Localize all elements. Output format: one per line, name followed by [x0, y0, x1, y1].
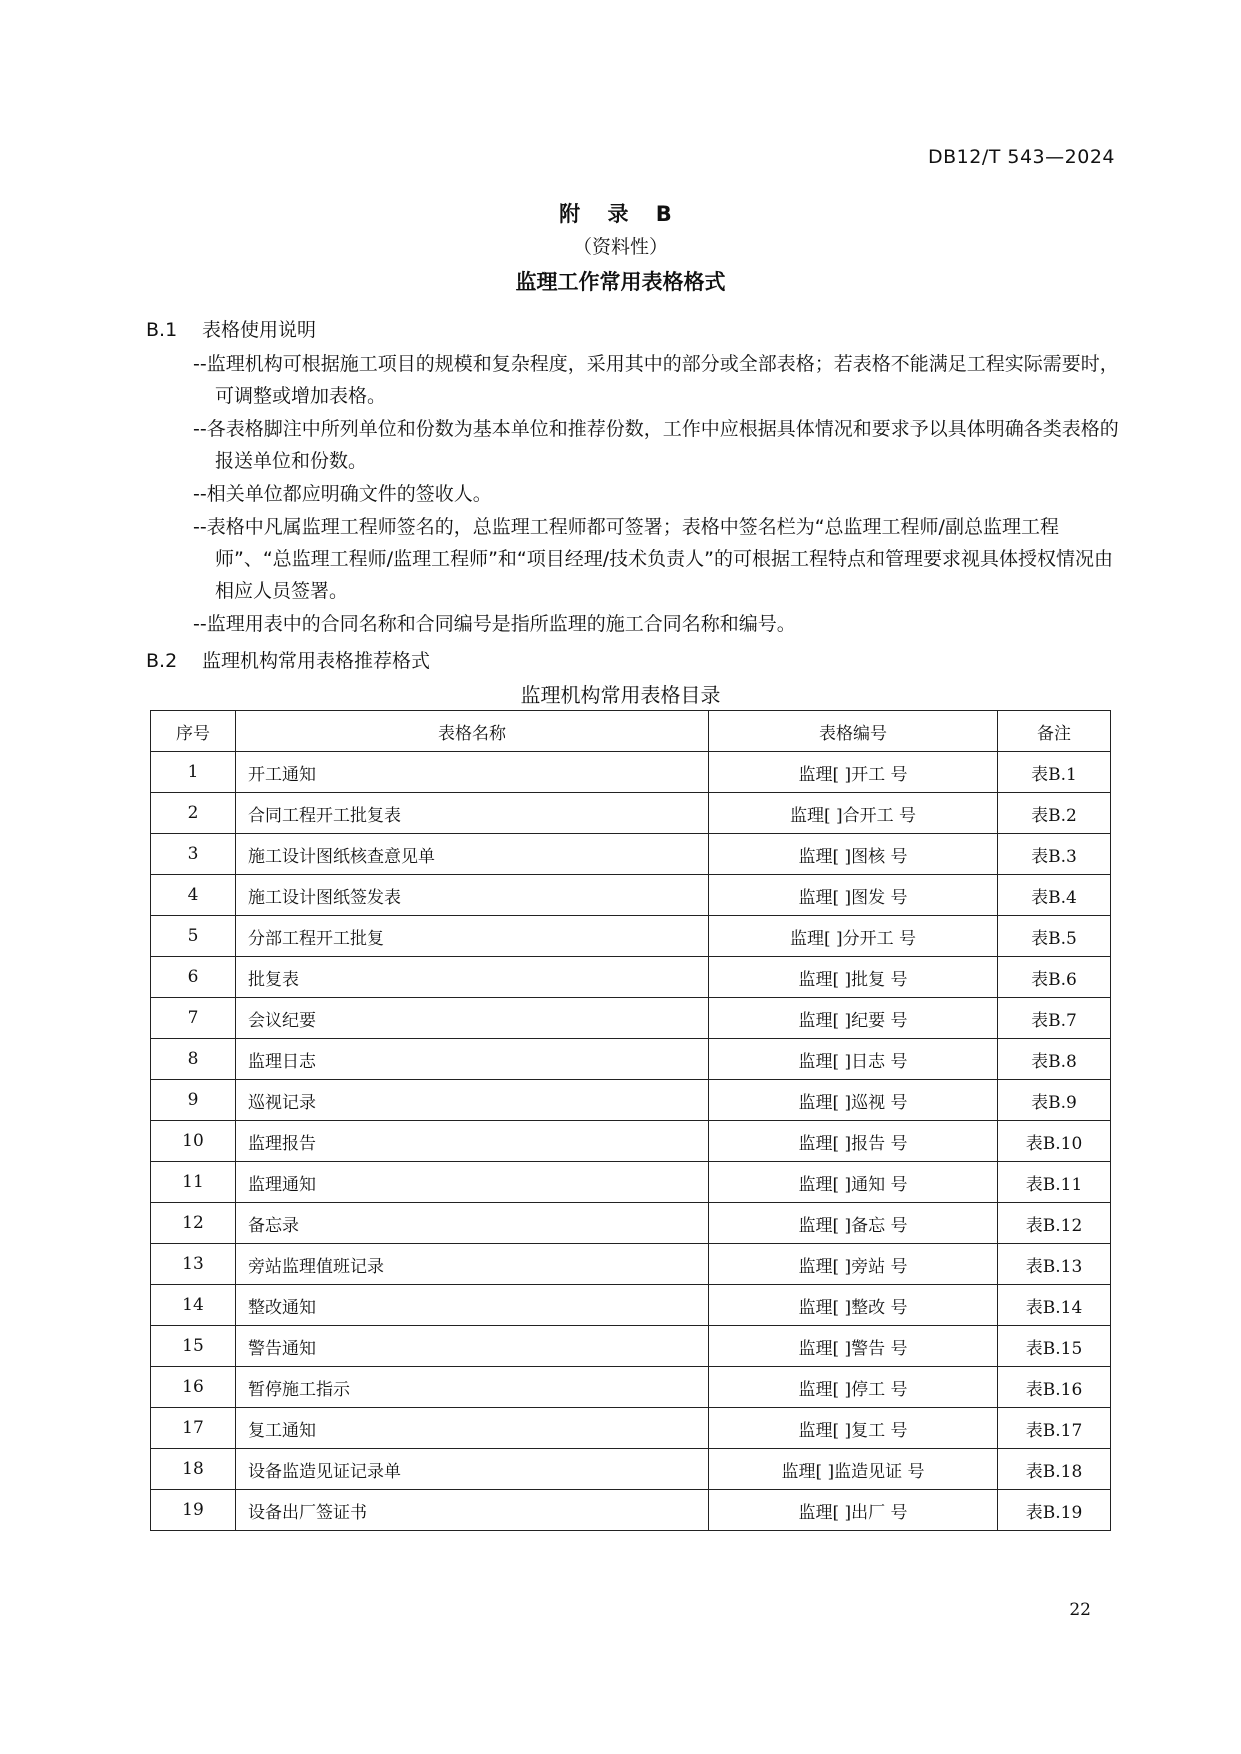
row-form-name: 批复表	[236, 957, 709, 998]
table-row	[151, 998, 1111, 1039]
row-form-code: 监理[ ]通知 号	[709, 1162, 998, 1203]
row-remark: 表B.9	[998, 1080, 1111, 1121]
header-form-name: 表格名称	[236, 711, 709, 752]
row-form-name: 旁站监理值班记录	[236, 1244, 709, 1285]
row-index: 18	[151, 1449, 236, 1490]
row-index: 12	[151, 1203, 236, 1244]
row-index: 15	[151, 1326, 236, 1367]
section-b2-number: B.2	[146, 650, 178, 672]
row-form-code: 监理[ ]图核 号	[709, 834, 998, 875]
row-form-code: 监理[ ]巡视 号	[709, 1080, 998, 1121]
row-form-code: 监理[ ]批复 号	[709, 957, 998, 998]
table-row	[151, 1285, 1111, 1326]
row-form-code: 监理[ ]分开工 号	[709, 916, 998, 957]
row-index: 5	[151, 916, 236, 957]
row-remark: 表B.10	[998, 1121, 1111, 1162]
appendix-main-title: 监理工作常用表格格式	[515, 270, 726, 294]
table-row	[151, 1408, 1111, 1449]
instruction-item: --监理用表中的合同名称和合同编号是指所监理的施工合同名称和编号。	[193, 613, 796, 635]
row-form-name: 设备出厂签证书	[236, 1490, 709, 1531]
table-row	[151, 1326, 1111, 1367]
row-form-code: 监理[ ]纪要 号	[709, 998, 998, 1039]
row-index: 17	[151, 1408, 236, 1449]
row-form-name: 监理通知	[236, 1162, 709, 1203]
table-row	[151, 916, 1111, 957]
appendix-label: 附 录 B	[559, 202, 682, 226]
row-form-name: 整改通知	[236, 1285, 709, 1326]
instruction-item: --监理机构可根据施工项目的规模和复杂程度，采用其中的部分或全部表格；若表格不能满足工程实际需要时，可调整或增加表格。	[193, 353, 1119, 407]
table-row	[151, 1121, 1111, 1162]
row-remark: 表B.14	[998, 1285, 1111, 1326]
table-row	[151, 1039, 1111, 1080]
row-form-name: 暂停施工指示	[236, 1367, 709, 1408]
row-form-code: 监理[ ]旁站 号	[709, 1244, 998, 1285]
row-form-name: 备忘录	[236, 1203, 709, 1244]
row-form-code: 监理[ ]监造见证 号	[709, 1449, 998, 1490]
page-number: 22	[1069, 1600, 1091, 1620]
form-directory-table	[150, 710, 1111, 1531]
header-form-code: 表格编号	[709, 711, 998, 752]
row-index: 8	[151, 1039, 236, 1080]
section-b1-heading	[146, 315, 316, 342]
row-remark: 表B.18	[998, 1449, 1111, 1490]
row-form-code: 监理[ ]警告 号	[709, 1326, 998, 1367]
row-remark: 表B.4	[998, 875, 1111, 916]
row-form-code: 监理[ ]停工 号	[709, 1367, 998, 1408]
row-form-name: 施工设计图纸核查意见单	[236, 834, 709, 875]
row-form-code: 监理[ ]图发 号	[709, 875, 998, 916]
row-remark: 表B.3	[998, 834, 1111, 875]
table-title: 监理机构常用表格目录	[520, 683, 721, 707]
row-index: 4	[151, 875, 236, 916]
row-remark: 表B.6	[998, 957, 1111, 998]
appendix-nature: （资料性）	[572, 236, 668, 258]
row-index: 13	[151, 1244, 236, 1285]
row-index: 10	[151, 1121, 236, 1162]
table-row	[151, 1367, 1111, 1408]
row-form-name: 警告通知	[236, 1326, 709, 1367]
section-b1-number: B.1	[146, 319, 178, 341]
row-form-name: 监理报告	[236, 1121, 709, 1162]
row-form-name: 施工设计图纸签发表	[236, 875, 709, 916]
table-row	[151, 1162, 1111, 1203]
row-form-name: 巡视记录	[236, 1080, 709, 1121]
section-b2-title: 监理机构常用表格推荐格式	[202, 650, 431, 672]
row-remark: 表B.16	[998, 1367, 1111, 1408]
row-remark: 表B.13	[998, 1244, 1111, 1285]
header-index: 序号	[151, 711, 236, 752]
row-remark: 表B.5	[998, 916, 1111, 957]
row-form-code: 监理[ ]合开工 号	[709, 793, 998, 834]
row-form-name: 分部工程开工批复	[236, 916, 709, 957]
row-form-code: 监理[ ]整改 号	[709, 1285, 998, 1326]
row-remark: 表B.12	[998, 1203, 1111, 1244]
row-index: 7	[151, 998, 236, 1039]
row-form-name: 会议纪要	[236, 998, 709, 1039]
row-index: 14	[151, 1285, 236, 1326]
table-row	[151, 957, 1111, 998]
table-row	[151, 875, 1111, 916]
row-form-name: 开工通知	[236, 752, 709, 793]
row-index: 3	[151, 834, 236, 875]
row-remark: 表B.1	[998, 752, 1111, 793]
row-index: 9	[151, 1080, 236, 1121]
row-form-name: 复工通知	[236, 1408, 709, 1449]
row-form-code: 监理[ ]备忘 号	[709, 1203, 998, 1244]
table-row	[151, 1244, 1111, 1285]
row-remark: 表B.8	[998, 1039, 1111, 1080]
table-row	[151, 1203, 1111, 1244]
row-form-code: 监理[ ]开工 号	[709, 752, 998, 793]
row-form-name: 设备监造见证记录单	[236, 1449, 709, 1490]
appendix-title-block	[0, 198, 1241, 300]
row-index: 6	[151, 957, 236, 998]
row-form-code: 监理[ ]报告 号	[709, 1121, 998, 1162]
instruction-item: --表格中凡属监理工程师签名的，总监理工程师都可签署；表格中签名栏为“总监理工程师/副总监理工程师”、“总监理工程师/监理工程师”和“项目经理/技术负责人”的可根据工程特点和管理要求视具体授权情况由相应人员签署。	[193, 516, 1114, 602]
table-row	[151, 793, 1111, 834]
row-remark: 表B.11	[998, 1162, 1111, 1203]
table-row	[151, 752, 1111, 793]
standard-code: DB12/T 543—2024	[927, 146, 1115, 168]
row-form-code: 监理[ ]日志 号	[709, 1039, 998, 1080]
row-form-name: 监理日志	[236, 1039, 709, 1080]
table-row	[151, 1449, 1111, 1490]
table-row	[151, 1490, 1111, 1531]
table-row	[151, 1080, 1111, 1121]
row-remark: 表B.19	[998, 1490, 1111, 1531]
row-form-code: 监理[ ]出厂 号	[709, 1490, 998, 1531]
row-form-name: 合同工程开工批复表	[236, 793, 709, 834]
row-index: 16	[151, 1367, 236, 1408]
row-index: 11	[151, 1162, 236, 1203]
header-remark: 备注	[998, 711, 1111, 752]
instruction-item: --相关单位都应明确文件的签收人。	[193, 483, 492, 505]
section-b2-heading	[146, 646, 430, 673]
row-remark: 表B.2	[998, 793, 1111, 834]
row-form-code: 监理[ ]复工 号	[709, 1408, 998, 1449]
row-index: 1	[151, 752, 236, 793]
table-row	[151, 834, 1111, 875]
instruction-item: --各表格脚注中所列单位和份数为基本单位和推荐份数，工作中应根据具体情况和要求予以具体明确各类表格的报送单位和份数。	[193, 418, 1119, 472]
section-b1-title: 表格使用说明	[202, 319, 317, 341]
row-remark: 表B.17	[998, 1408, 1111, 1449]
row-index: 2	[151, 793, 236, 834]
row-index: 19	[151, 1490, 236, 1531]
row-remark: 表B.7	[998, 998, 1111, 1039]
row-remark: 表B.15	[998, 1326, 1111, 1367]
table-header-row	[151, 711, 1111, 752]
